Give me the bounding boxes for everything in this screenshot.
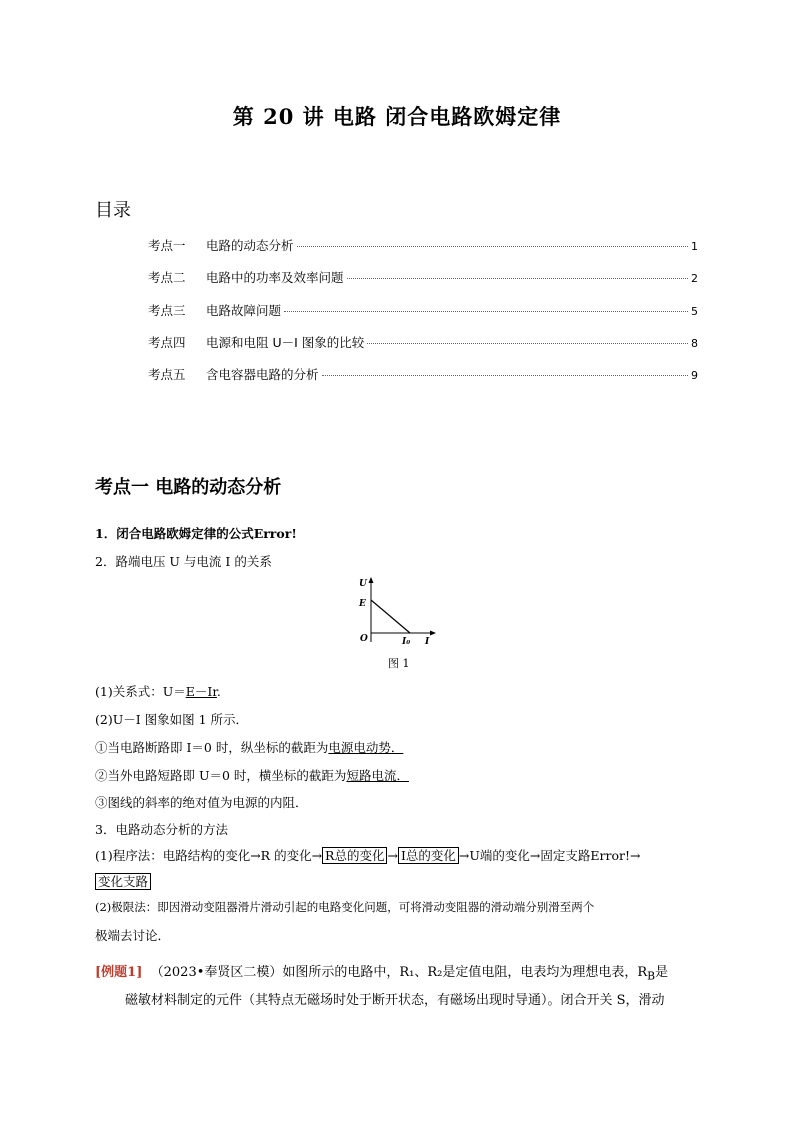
example-1 <box>95 961 668 983</box>
toc-item-page: 8 <box>691 336 698 350</box>
toc-item-title: 含电容器电路的分析 <box>206 367 319 383</box>
toc-item-label: 考点三 <box>148 302 186 318</box>
toc-item-label: 考点一 <box>148 238 186 253</box>
toc-leader <box>297 246 688 247</box>
case-2-text: ②当外电路短路即 U＝0 时，横坐标的截距为 <box>95 768 347 783</box>
method-1-box-branch: 变化支路 <box>95 873 151 890</box>
method-1-box-r: R总的变化 <box>322 847 387 864</box>
y-axis-arrow <box>369 577 374 583</box>
toc-leader <box>284 311 688 312</box>
example-text-a: （2023•奉贤区二模）如图所示的电路中，R₁、R₂是定值电阻，电表均为理想电表，R <box>150 965 648 980</box>
case-1-text: ①当电路断路即 I＝0 时，纵坐标的截距为 <box>95 740 329 755</box>
ui-graph-line: (2)U－I 图象如图 1 所示． <box>95 712 249 727</box>
toc-item-title: 电路的动态分析 <box>206 238 294 253</box>
paragraph-1: 1．闭合电路欧姆定律的公式Error! <box>95 526 297 541</box>
toc-item[interactable] <box>148 333 698 365</box>
toc-item-title: 电路中的功率及效率问题 <box>206 270 344 286</box>
figure-caption: 图 1 <box>388 657 410 670</box>
toc-item-label: 考点四 <box>148 334 186 350</box>
label-o: O <box>360 634 368 644</box>
method-1-a: (1)程序法：电路结构的变化→R 的变化→ <box>95 848 323 863</box>
case-1-answer: 电源电动势． <box>328 740 404 755</box>
toc-leader <box>347 278 688 279</box>
method-1-box-i: I总的变化 <box>398 847 459 864</box>
method-2: (2)极限法：即因滑动变阻器滑片滑动引起的电路变化问题，可将滑动变阻器的滑动端分别滑至两个 <box>95 900 595 914</box>
toc-item[interactable] <box>148 268 698 300</box>
relation-formula: E－Ir <box>185 684 217 699</box>
x-axis-arrow <box>430 631 436 636</box>
example-label: [例题1] <box>95 965 143 980</box>
case-short-circuit <box>95 766 409 784</box>
toc-item-title: 电源和电阻 U－I 图象的比较 <box>206 334 365 350</box>
u-i-line <box>371 600 410 633</box>
toc-item[interactable] <box>148 236 698 268</box>
case-slope: ③图线的斜率的绝对值为电源的内阻． <box>95 795 308 810</box>
case-open-circuit <box>95 738 403 756</box>
label-i: I <box>425 637 430 647</box>
method-2-cont: 极端去讨论． <box>95 928 171 943</box>
toc-item-label: 考点五 <box>148 367 186 383</box>
section-heading: 考点一 电路的动态分析 <box>95 477 282 498</box>
toc-item[interactable] <box>148 301 698 333</box>
toc-item-page: 5 <box>691 304 698 318</box>
method-1 <box>95 846 640 864</box>
method-1-e: →U端的变化→固定支路Error!→ <box>458 848 641 863</box>
toc-item-page: 9 <box>691 369 698 383</box>
toc-item-title: 电路故障问题 <box>206 302 282 318</box>
toc-leader <box>322 375 688 376</box>
label-e: E <box>359 599 366 609</box>
label-u: U <box>359 579 367 589</box>
toc-item-page: 1 <box>691 240 698 253</box>
example-text-b: 是 <box>655 965 669 980</box>
relation-end: . <box>216 684 221 699</box>
toc-leader <box>367 343 688 344</box>
paragraph-2: 2．路端电压 U 与电流 I 的关系 <box>95 554 272 569</box>
toc-item[interactable] <box>148 365 698 397</box>
relation-prefix: (1)关系式：U＝ <box>95 684 186 699</box>
page-title: 第 20 讲 电路 闭合电路欧姆定律 <box>232 104 562 129</box>
method-1-cont <box>95 872 151 890</box>
label-i0: I₀ <box>402 637 411 647</box>
toc-item-page: 2 <box>691 272 698 286</box>
table-of-contents <box>148 236 698 397</box>
method-1-arrow: → <box>387 848 398 863</box>
toc-item-label: 考点二 <box>148 270 186 286</box>
example-sub: B <box>647 969 656 983</box>
example-1-cont: 磁敏材料制定的元件（其特点无磁场时处于断开状态，有磁场出现时导通）。闭合开关 S，滑动 <box>125 993 665 1008</box>
relation-line <box>95 682 221 700</box>
paragraph-3: 3．电路动态分析的方法 <box>95 822 228 837</box>
case-2-answer: 短路电流． <box>346 768 409 783</box>
toc-heading: 目录 <box>95 200 131 221</box>
u-i-graph <box>352 574 442 650</box>
